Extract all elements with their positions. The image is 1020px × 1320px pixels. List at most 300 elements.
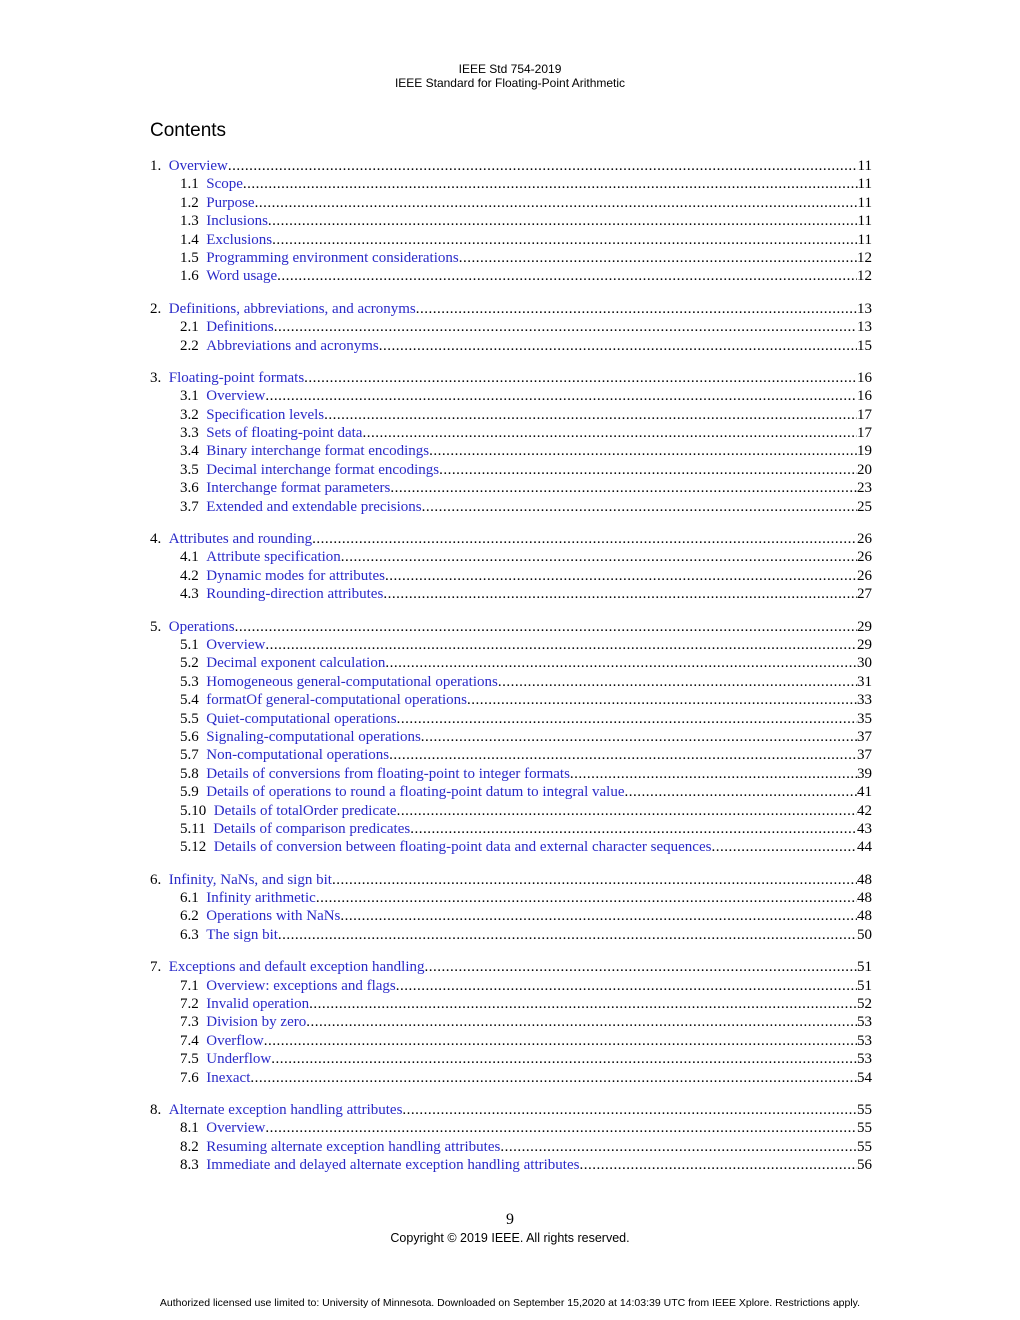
toc-leader-dots — [332, 871, 857, 889]
toc-section-entry[interactable] — [150, 585, 872, 603]
toc-entry-page: 53 — [857, 1051, 872, 1068]
toc-entry-page: 11 — [857, 213, 872, 230]
toc-entry-page: 11 — [857, 158, 872, 174]
toc-number-spacer — [199, 585, 207, 603]
toc-entry-number: 3.6 — [180, 480, 199, 497]
toc-entry-number: 3.5 — [180, 461, 199, 478]
toc-entry-page: 52 — [857, 996, 872, 1013]
toc-leader-dots — [340, 907, 857, 925]
toc-leader-dots — [397, 802, 857, 820]
toc-section-entry[interactable] — [150, 820, 872, 838]
toc-number-spacer — [199, 1013, 207, 1031]
toc-leader-dots — [396, 977, 857, 995]
toc-entry-number: 3.1 — [180, 388, 199, 405]
toc-number-spacer — [199, 479, 207, 497]
toc-entry-page: 44 — [857, 839, 872, 856]
toc-leader-dots — [324, 406, 857, 424]
toc-section-entry[interactable] — [150, 691, 872, 709]
toc-entry-link[interactable]: Overview — [206, 1120, 266, 1137]
toc-entry-number: 1.3 — [180, 213, 199, 230]
toc-entry-link[interactable]: Purpose — [206, 194, 255, 211]
toc-entry-link[interactable]: Decimal interchange format encodings — [206, 461, 440, 478]
standard-title: IEEE Standard for Floating-Point Arithmetic — [394, 76, 626, 90]
toc-leader-dots — [312, 530, 857, 548]
toc-leader-dots — [579, 1156, 857, 1174]
toc-leader-dots — [264, 1032, 857, 1050]
toc-number-spacer — [199, 267, 207, 285]
toc-section-entry[interactable] — [150, 442, 872, 460]
toc-entry-number: 1. — [150, 158, 162, 174]
toc-section-entry[interactable] — [150, 802, 872, 820]
toc-entry-link[interactable]: Alternate exception handling attributes — [168, 1101, 403, 1118]
toc-entry-link[interactable]: Floating-point formats — [168, 369, 305, 386]
toc-section-entry[interactable] — [150, 995, 872, 1013]
toc-entry-link[interactable]: Definitions, abbreviations, and acronyms — [168, 300, 416, 317]
toc-entry-link[interactable]: Infinity, NaNs, and sign bit — [168, 871, 332, 888]
toc-entry-link[interactable]: Overflow — [206, 1032, 264, 1049]
toc-number-spacer — [199, 673, 207, 691]
toc-section-entry[interactable] — [150, 387, 872, 405]
toc-entry-number: 7. — [150, 959, 162, 976]
toc-entry-link[interactable]: Definitions — [206, 319, 274, 336]
toc-section-entry[interactable] — [150, 765, 872, 783]
toc-entry-link[interactable]: Overview — [168, 158, 228, 174]
toc-number-spacer — [199, 710, 207, 728]
toc-section-entry[interactable] — [150, 636, 872, 654]
toc-entry-number: 4.3 — [180, 586, 199, 603]
toc-entry-number: 3.3 — [180, 425, 199, 442]
toc-entry-page: 15 — [857, 337, 872, 354]
toc-leader-dots — [265, 636, 857, 654]
toc-chapter-entry[interactable] — [150, 369, 872, 387]
toc-number-spacer — [199, 387, 207, 405]
toc-entry-link[interactable]: Division by zero — [206, 1014, 307, 1031]
toc-number-spacer — [199, 1032, 207, 1050]
toc-entry-number: 5.1 — [180, 636, 199, 653]
toc-chapter-entry[interactable] — [150, 530, 872, 548]
toc-number-spacer — [199, 567, 207, 585]
toc-entry-number: 5.12 — [180, 839, 207, 856]
toc-entry-number: 8.2 — [180, 1138, 199, 1155]
toc-chapter-entry[interactable] — [150, 1101, 872, 1119]
toc-entry-number: 5. — [150, 618, 162, 635]
toc-leader-dots — [459, 249, 857, 267]
toc-leader-dots — [235, 618, 857, 636]
toc-entry-link[interactable]: Overview — [206, 388, 266, 405]
toc-leader-dots — [309, 995, 857, 1013]
toc-number-spacer — [199, 406, 207, 424]
toc-number-spacer — [199, 1156, 207, 1174]
toc-leader-dots — [383, 585, 857, 603]
toc-leader-dots — [389, 746, 857, 764]
toc-entry-number: 7.4 — [180, 1032, 199, 1049]
toc-entry-link[interactable]: Programming environment considerations — [206, 249, 459, 266]
toc-leader-dots — [385, 654, 857, 672]
toc-entry-page: 12 — [857, 268, 872, 285]
toc-entry-link[interactable]: Binary interchange format encodings — [206, 443, 430, 460]
toc-entry-page: 55 — [857, 1138, 872, 1155]
toc-leader-dots — [255, 194, 858, 212]
toc-entry-number: 8.1 — [180, 1120, 199, 1137]
toc-number-spacer — [199, 636, 207, 654]
toc-entry-number: 5.2 — [180, 655, 199, 672]
toc-entry-page: 51 — [857, 959, 872, 976]
toc-entry-page: 27 — [857, 586, 872, 603]
toc-number-spacer — [206, 838, 214, 856]
toc-entry-page: 35 — [857, 710, 872, 727]
toc-entry-page: 29 — [857, 636, 872, 653]
toc-entry-number: 1.2 — [180, 194, 199, 211]
toc-number-spacer — [199, 783, 207, 801]
toc-number-spacer — [199, 337, 207, 355]
toc-entry-page: 54 — [857, 1069, 872, 1086]
toc-number-spacer — [199, 442, 207, 460]
toc-entry-page: 16 — [857, 369, 872, 386]
toc-number-spacer — [199, 212, 207, 230]
toc-leader-dots — [278, 926, 857, 944]
toc-leader-dots — [385, 567, 857, 585]
toc-leader-dots — [422, 498, 857, 516]
toc-number-spacer — [199, 765, 207, 783]
toc-entry-page: 19 — [857, 443, 872, 460]
toc-entry-link[interactable]: Extended and extendable precisions — [206, 498, 422, 515]
toc-section-entry[interactable] — [150, 194, 872, 212]
toc-entry-page: 26 — [857, 567, 872, 584]
toc-number-spacer — [199, 728, 207, 746]
toc-entry-page: 17 — [857, 406, 872, 423]
toc-entry-number: 5.3 — [180, 673, 199, 690]
toc-entry-page: 48 — [857, 908, 872, 925]
toc-entry-page: 53 — [857, 1032, 872, 1049]
toc-entry-number: 5.11 — [180, 820, 206, 837]
toc-section-entry[interactable] — [150, 231, 872, 249]
copyright-notice: Copyright © 2019 IEEE. All rights reserved. — [390, 1231, 630, 1245]
toc-entry-link[interactable]: Underflow — [206, 1051, 272, 1068]
toc-number-spacer — [199, 995, 207, 1013]
toc-entry-page: 33 — [857, 692, 872, 709]
toc-entry-page: 23 — [857, 480, 872, 497]
toc-entry-number: 7.1 — [180, 977, 199, 994]
toc-section-entry[interactable] — [150, 673, 872, 691]
toc-leader-dots — [624, 783, 857, 801]
toc-leader-dots — [271, 1050, 857, 1068]
toc-section-entry[interactable] — [150, 838, 872, 856]
toc-entry-page: 31 — [857, 673, 872, 690]
toc-leader-dots — [498, 673, 857, 691]
toc-entry-link[interactable]: Details of conversions from floating-point to integer formats — [206, 765, 570, 782]
toc-number-spacer — [199, 691, 207, 709]
toc-number-spacer — [199, 1069, 207, 1087]
toc-leader-dots — [410, 820, 857, 838]
toc-entry-link[interactable]: Details of comparison predicates — [213, 820, 411, 837]
toc-section-entry[interactable] — [150, 1138, 872, 1156]
toc-leader-dots — [268, 212, 858, 230]
contents-heading: Contents — [150, 120, 227, 141]
table-of-contents — [150, 157, 872, 1175]
toc-leader-dots — [416, 300, 857, 318]
toc-number-spacer — [161, 1101, 169, 1119]
toc-entry-page: 55 — [857, 1101, 872, 1118]
toc-entry-link[interactable]: Rounding-direction attributes — [206, 586, 384, 603]
toc-section-entry[interactable] — [150, 926, 872, 944]
toc-section-entry[interactable] — [150, 746, 872, 764]
toc-number-spacer — [161, 300, 169, 318]
toc-section-entry[interactable] — [150, 1032, 872, 1050]
toc-entry-page: 26 — [857, 549, 872, 566]
toc-entry-link[interactable]: Attribute specification — [206, 549, 341, 566]
toc-entry-link[interactable]: Word usage — [206, 268, 278, 285]
toc-leader-dots — [304, 369, 857, 387]
toc-section-entry[interactable] — [150, 175, 872, 193]
toc-entry-number: 3.7 — [180, 498, 199, 515]
toc-leader-dots — [402, 1101, 857, 1119]
toc-entry-page: 11 — [857, 231, 872, 248]
toc-section-entry[interactable] — [150, 1013, 872, 1031]
toc-entry-page: 29 — [857, 618, 872, 635]
toc-number-spacer — [199, 926, 207, 944]
toc-entry-link[interactable]: Exceptions and default exception handling — [168, 959, 425, 976]
toc-entry-page: 43 — [857, 820, 872, 837]
toc-number-spacer — [161, 369, 169, 387]
toc-entry-number: 7.3 — [180, 1014, 199, 1031]
toc-entry-number: 1.5 — [180, 249, 199, 266]
toc-entry-page: 13 — [857, 300, 872, 317]
toc-entry-link[interactable]: Operations — [168, 618, 235, 635]
toc-number-spacer — [161, 157, 169, 175]
toc-number-spacer — [199, 977, 207, 995]
toc-leader-dots — [425, 958, 857, 976]
toc-entry-link[interactable]: Exclusions — [206, 231, 273, 248]
toc-entry-number: 2.2 — [180, 337, 199, 354]
toc-entry-link[interactable]: Dynamic modes for attributes — [206, 567, 385, 584]
toc-entry-link[interactable]: Inclusions — [206, 213, 268, 230]
toc-leader-dots — [390, 479, 857, 497]
toc-leader-dots — [265, 387, 857, 405]
toc-number-spacer — [161, 871, 169, 889]
toc-leader-dots — [429, 442, 857, 460]
toc-entry-link[interactable]: Operations with NaNs — [206, 908, 341, 925]
toc-number-spacer — [199, 424, 207, 442]
toc-number-spacer — [199, 194, 207, 212]
toc-section-entry[interactable] — [150, 1069, 872, 1087]
toc-number-spacer — [199, 654, 207, 672]
toc-leader-dots — [421, 728, 857, 746]
toc-entry-number: 4.1 — [180, 549, 199, 566]
toc-entry-page: 11 — [857, 176, 872, 193]
toc-entry-number: 2.1 — [180, 319, 199, 336]
toc-entry-number: 1.1 — [180, 176, 199, 193]
toc-leader-dots — [274, 318, 857, 336]
toc-leader-dots — [341, 548, 857, 566]
toc-entry-link[interactable]: Interchange format parameters — [206, 480, 391, 497]
toc-entry-number: 1.4 — [180, 231, 199, 248]
toc-entry-link[interactable]: Attributes and rounding — [168, 531, 313, 548]
toc-entry-number: 8. — [150, 1101, 162, 1118]
toc-entry-link[interactable]: Inexact — [206, 1069, 251, 1086]
toc-number-spacer — [199, 461, 207, 479]
toc-section-entry[interactable] — [150, 479, 872, 497]
toc-entry-link[interactable]: Invalid operation — [206, 996, 310, 1013]
toc-entry-page: 48 — [857, 871, 872, 888]
toc-leader-dots — [467, 691, 857, 709]
toc-entry-number: 1.6 — [180, 268, 199, 285]
toc-leader-dots — [265, 1119, 857, 1137]
toc-section-entry[interactable] — [150, 267, 872, 285]
standard-number: IEEE Std 754-2019 — [458, 62, 562, 76]
toc-leader-dots — [228, 157, 858, 175]
toc-chapter-entry[interactable] — [150, 157, 872, 175]
toc-section-entry[interactable] — [150, 889, 872, 907]
toc-leader-dots — [243, 175, 858, 193]
toc-number-spacer — [199, 175, 207, 193]
toc-chapter-entry[interactable] — [150, 958, 872, 976]
toc-section-entry[interactable] — [150, 1156, 872, 1174]
toc-number-spacer — [206, 802, 214, 820]
toc-leader-dots — [379, 337, 857, 355]
toc-entry-link[interactable]: Scope — [206, 176, 243, 193]
toc-number-spacer — [199, 1138, 207, 1156]
toc-section-entry[interactable] — [150, 1050, 872, 1068]
toc-leader-dots — [272, 231, 857, 249]
toc-leader-dots — [362, 424, 857, 442]
toc-entry-link[interactable]: Signaling-computational operations — [206, 728, 421, 745]
toc-entry-number: 7.2 — [180, 996, 199, 1013]
toc-section-entry[interactable] — [150, 907, 872, 925]
toc-entry-page: 56 — [857, 1157, 872, 1174]
toc-entry-link[interactable]: Details of operations to round a floating-point datum to integral value — [206, 784, 625, 801]
toc-chapter-entry[interactable] — [150, 618, 872, 636]
toc-entry-link[interactable]: Decimal exponent calculation — [206, 655, 386, 672]
toc-number-spacer — [206, 820, 214, 838]
toc-chapter-entry[interactable] — [150, 300, 872, 318]
page-number: 9 — [506, 1211, 514, 1228]
toc-leader-dots — [316, 889, 857, 907]
toc-entry-link[interactable]: Immediate and delayed alternate exception handling attributes — [206, 1157, 580, 1174]
toc-leader-dots — [711, 838, 857, 856]
toc-entry-page: 11 — [857, 194, 872, 211]
toc-entry-page: 26 — [857, 531, 872, 548]
toc-section-entry[interactable] — [150, 548, 872, 566]
toc-entry-number: 5.6 — [180, 728, 199, 745]
toc-section-entry[interactable] — [150, 318, 872, 336]
toc-entry-page: 16 — [857, 388, 872, 405]
toc-number-spacer — [199, 746, 207, 764]
toc-number-spacer — [199, 907, 207, 925]
toc-section-entry[interactable] — [150, 337, 872, 355]
toc-entry-link[interactable]: Overview: exceptions and flags — [206, 977, 396, 994]
toc-section-entry[interactable] — [150, 783, 872, 801]
toc-section-entry[interactable] — [150, 654, 872, 672]
toc-entry-number: 3. — [150, 369, 162, 386]
toc-number-spacer — [199, 548, 207, 566]
toc-leader-dots — [570, 765, 857, 783]
toc-entry-link[interactable]: Resuming alternate exception handling attributes — [206, 1138, 501, 1155]
toc-entry-link[interactable]: The sign bit — [206, 926, 278, 943]
toc-section-entry[interactable] — [150, 498, 872, 516]
toc-section-entry[interactable] — [150, 406, 872, 424]
toc-number-spacer — [161, 618, 169, 636]
toc-section-entry[interactable] — [150, 249, 872, 267]
toc-entry-link[interactable]: Specification levels — [206, 406, 325, 423]
toc-entry-link[interactable]: Infinity arithmetic — [206, 890, 316, 907]
toc-entry-number: 5.10 — [180, 802, 207, 819]
toc-entry-number: 2. — [150, 300, 162, 317]
toc-entry-page: 41 — [857, 784, 872, 801]
toc-number-spacer — [199, 498, 207, 516]
toc-section-entry[interactable] — [150, 567, 872, 585]
toc-entry-number: 3.2 — [180, 406, 199, 423]
toc-entry-page: 25 — [857, 498, 872, 515]
toc-entry-number: 5.4 — [180, 692, 199, 709]
toc-entry-number: 6.3 — [180, 926, 199, 943]
toc-entry-page: 50 — [857, 926, 872, 943]
toc-entry-number: 8.3 — [180, 1157, 199, 1174]
toc-section-entry[interactable] — [150, 710, 872, 728]
toc-entry-link[interactable]: Details of conversion between floating-point data and external character sequences — [213, 839, 712, 856]
toc-entry-link[interactable]: formatOf general-computational operations — [206, 692, 467, 709]
toc-entry-number: 5.5 — [180, 710, 199, 727]
toc-entry-number: 3.4 — [180, 443, 199, 460]
toc-entry-page: 30 — [857, 655, 872, 672]
toc-entry-page: 48 — [857, 890, 872, 907]
toc-number-spacer — [199, 249, 207, 267]
toc-leader-dots — [439, 461, 857, 479]
toc-section-entry[interactable] — [150, 728, 872, 746]
toc-entry-number: 7.6 — [180, 1069, 199, 1086]
toc-chapter-entry[interactable] — [150, 871, 872, 889]
toc-entry-link[interactable]: Overview — [206, 636, 266, 653]
toc-section-entry[interactable] — [150, 212, 872, 230]
toc-number-spacer — [199, 1050, 207, 1068]
toc-entry-number: 5.8 — [180, 765, 199, 782]
toc-entry-page: 42 — [857, 802, 872, 819]
toc-entry-page: 20 — [857, 461, 872, 478]
toc-number-spacer — [199, 1119, 207, 1137]
toc-entry-number: 7.5 — [180, 1051, 199, 1068]
toc-entry-page: 17 — [857, 425, 872, 442]
toc-entry-number: 6. — [150, 871, 162, 888]
toc-number-spacer — [199, 231, 207, 249]
toc-entry-link[interactable]: Details of totalOrder predicate — [213, 802, 397, 819]
toc-leader-dots — [306, 1013, 857, 1031]
toc-entry-number: 4.2 — [180, 567, 199, 584]
toc-entry-number: 6.2 — [180, 908, 199, 925]
toc-entry-link[interactable]: Quiet-computational operations — [206, 710, 397, 727]
toc-number-spacer — [199, 889, 207, 907]
toc-entry-link[interactable]: Homogeneous general-computational operations — [206, 673, 498, 690]
toc-section-entry[interactable] — [150, 1119, 872, 1137]
authorization-notice: Authorized licensed use limited to: University of Minnesota. Downloaded on September 15,2020 at 14:03:39 UTC from IEEE Xplore. Restrictions apply. — [159, 1297, 861, 1309]
toc-entry-link[interactable]: Abbreviations and acronyms — [206, 337, 379, 354]
toc-entry-link[interactable]: Sets of floating-point data — [206, 425, 363, 442]
toc-entry-number: 4. — [150, 531, 162, 548]
toc-entry-page: 13 — [857, 319, 872, 336]
toc-number-spacer — [161, 530, 169, 548]
toc-entry-page: 37 — [857, 728, 872, 745]
toc-leader-dots — [250, 1069, 857, 1087]
toc-entry-page: 39 — [857, 765, 872, 782]
toc-number-spacer — [199, 318, 207, 336]
toc-section-entry[interactable] — [150, 424, 872, 442]
toc-leader-dots — [277, 267, 857, 285]
toc-entry-number: 5.7 — [180, 747, 199, 764]
toc-entry-page: 55 — [857, 1120, 872, 1137]
toc-entry-link[interactable]: Non-computational operations — [206, 747, 390, 764]
toc-section-entry[interactable] — [150, 461, 872, 479]
toc-section-entry[interactable] — [150, 977, 872, 995]
toc-entry-number: 5.9 — [180, 784, 199, 801]
toc-leader-dots — [500, 1138, 857, 1156]
